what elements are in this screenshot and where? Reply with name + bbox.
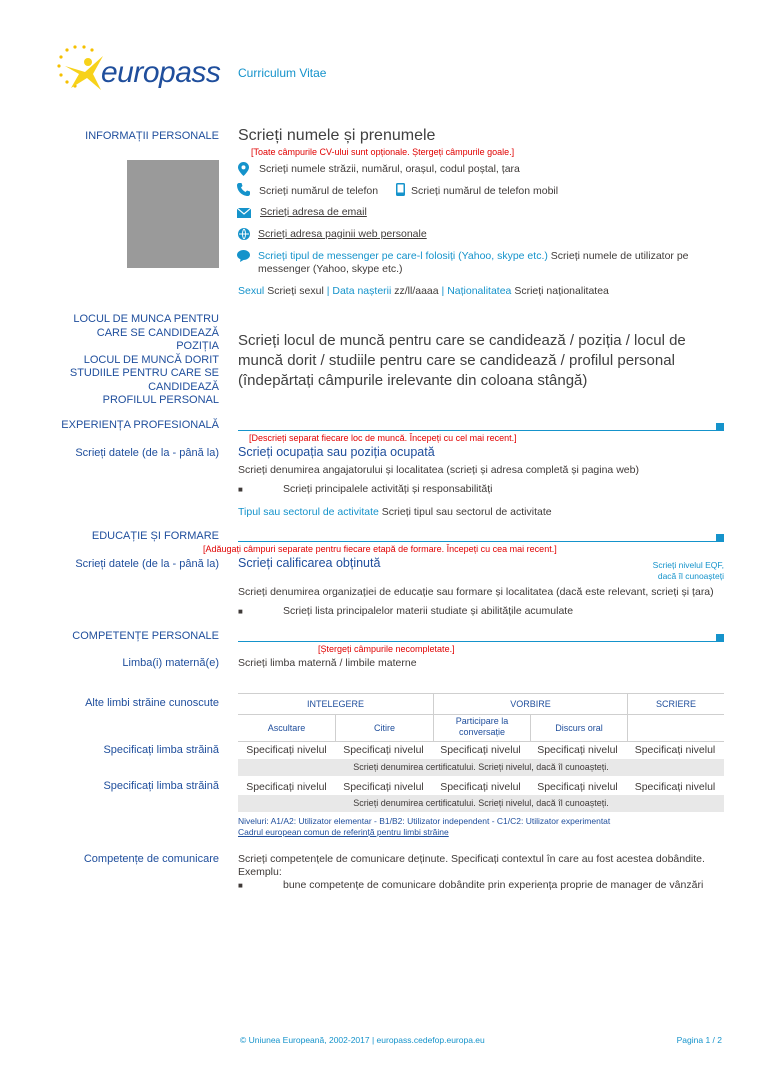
level-cell[interactable]: Specificați nivelul bbox=[246, 744, 327, 756]
document-title: Curriculum Vitae bbox=[238, 66, 327, 80]
messenger-type[interactable]: Scrieți tipul de messenger pe care-l folosiți (Yahoo, skype etc.) bbox=[258, 250, 548, 262]
experience-bullet: ■ bbox=[238, 485, 243, 494]
nationality-value[interactable]: Scrieți naționalitatea bbox=[514, 285, 609, 297]
cefr-link[interactable]: Cadrul european comun de referință pentru limbi străine bbox=[238, 827, 449, 837]
separator: | bbox=[326, 285, 330, 297]
language-row-1-label[interactable]: Specificați limba străină bbox=[103, 744, 219, 756]
target-section-label bbox=[70, 313, 219, 408]
mobile-phone-icon bbox=[396, 183, 405, 196]
experience-divider-square bbox=[716, 423, 724, 431]
eqf-level-line: dacă îl cunoașteți bbox=[657, 571, 724, 581]
communication-example-label: Exemplu: bbox=[238, 866, 282, 878]
email-text[interactable]: Scrieți adresa de email bbox=[260, 206, 367, 218]
experience-occupation[interactable]: Scrieți ocupația sau poziția ocupată bbox=[238, 445, 435, 459]
target-label-line: LOCUL DE MUNCA PENTRU bbox=[73, 313, 219, 325]
education-divider-square bbox=[716, 534, 724, 542]
web-text[interactable]: Scrieți adresa paginii web personale bbox=[258, 228, 427, 240]
grid-mid-rule bbox=[238, 714, 724, 715]
education-subjects[interactable]: Scrieți lista principalelor materii studiate și abilitățile acumulate bbox=[283, 605, 574, 617]
experience-note: [Descrieți separat fiecare loc de muncă. Începeți cu cel mai recent.] bbox=[249, 433, 517, 443]
experience-section-label: EXPERIENȚA PROFESIONALĂ bbox=[61, 419, 219, 431]
birth-label: Data nașterii bbox=[332, 285, 392, 297]
personal-note: [Toate câmpurile CV-ului sunt opționale. Ștergeți câmpurile goale.] bbox=[251, 147, 515, 157]
mother-tongue-label: Limba(i) maternă(e) bbox=[122, 657, 219, 669]
level-cell[interactable]: Specificați nivelul bbox=[537, 744, 618, 756]
experience-activities[interactable]: Scrieți principalele activități și responsabilități bbox=[283, 483, 493, 495]
experience-divider bbox=[238, 430, 720, 431]
level-cell[interactable]: Specificați nivelul bbox=[634, 744, 716, 756]
location-pin-icon bbox=[238, 162, 249, 176]
birth-value[interactable]: zz/ll/aaaa bbox=[394, 285, 439, 297]
group-header-understanding: INTELEGERE bbox=[306, 699, 364, 709]
logo-text: europass bbox=[101, 56, 221, 89]
skills-divider-square bbox=[716, 634, 724, 642]
experience-sector-line bbox=[238, 506, 552, 518]
sector-value[interactable]: Scrieți tipul sau sectorul de activitate bbox=[381, 506, 552, 518]
education-organisation[interactable]: Scrieți denumirea organizației de educație sau formare și localitatea (dacă este relevant, scrieți și țara) bbox=[238, 586, 714, 598]
target-label-line: LOCUL DE MUNCĂ DORIT bbox=[83, 353, 219, 366]
target-label-line: STUDIILE PENTRU CARE SE bbox=[69, 367, 219, 379]
education-dates[interactable]: Scrieți datele (de la - până la) bbox=[75, 558, 219, 570]
mobile-text[interactable]: Scrieți numărul de telefon mobil bbox=[411, 185, 559, 197]
messenger-username-2: messenger (Yahoo, skype etc.) bbox=[258, 263, 403, 275]
level-cell[interactable]: Specificați nivelul bbox=[634, 781, 716, 793]
sector-label: Tipul sau sectorul de activitate bbox=[238, 506, 379, 518]
level-cell[interactable]: Specificați nivelul bbox=[440, 781, 521, 793]
communication-label: Competențe de comunicare bbox=[83, 853, 219, 865]
footer-page-number: Pagina 1 / 2 bbox=[676, 1035, 722, 1045]
messenger-chat-icon bbox=[237, 250, 250, 262]
target-text[interactable] bbox=[238, 331, 686, 391]
grid-sub-rule bbox=[238, 741, 724, 742]
email-icon bbox=[237, 208, 251, 218]
target-label-line: CARE SE CANDIDEAZĂ bbox=[96, 326, 219, 339]
certificate-bar[interactable]: Scrieți denumirea certificatului. Scrieți nivelul, dacă îl cunoașteți. bbox=[238, 795, 724, 812]
full-name[interactable]: Scrieți numele și prenumele bbox=[238, 127, 436, 144]
language-row-2-label[interactable]: Specificați limba străină bbox=[103, 780, 219, 792]
eqf-level-line: Scrieți nivelul EQF, bbox=[652, 560, 724, 570]
level-cell[interactable]: Specificați nivelul bbox=[537, 781, 618, 793]
target-text-line: muncă dorit / studiile pentru care se candidează / profilul personal bbox=[238, 352, 675, 369]
group-header-speaking: VORBIRE bbox=[510, 699, 551, 709]
subheader-interaction: Participare la conversație bbox=[455, 716, 509, 737]
phone-icon bbox=[237, 183, 250, 196]
skills-divider bbox=[238, 641, 720, 642]
communication-item[interactable]: bune competențe de comunicare dobândite prin experiența proprie de manager de vânzări bbox=[283, 879, 704, 891]
level-cell[interactable]: Specificați nivelul bbox=[343, 781, 424, 793]
messenger-username-1[interactable]: Scrieți numele de utilizator pe bbox=[550, 250, 689, 262]
subheader-listening: Ascultare bbox=[267, 723, 306, 733]
education-divider bbox=[238, 541, 720, 542]
education-section-label: EDUCAȚIE ȘI FORMARE bbox=[91, 530, 219, 542]
target-text-line: Scrieți locul de muncă pentru care se candidează / poziția / locul de bbox=[238, 332, 686, 349]
target-text-line: (îndepărtați câmpurile irelevante din coloana stângă) bbox=[238, 372, 588, 389]
group-header-writing: SCRIERE bbox=[655, 699, 696, 709]
subheader-production: Discurs oral bbox=[555, 723, 603, 733]
subheader-reading: Citire bbox=[373, 723, 395, 733]
europass-logo bbox=[55, 44, 225, 96]
personal-details-line bbox=[238, 285, 609, 297]
target-label-line: PROFILUL PERSONAL bbox=[102, 394, 219, 406]
level-cell[interactable]: Specificați nivelul bbox=[440, 744, 521, 756]
footer-copyright: © Uniunea Europeană, 2002-2017 | europass.cedefop.europa.eu bbox=[240, 1035, 485, 1045]
target-label-line: CANDIDEAZĂ bbox=[148, 380, 219, 393]
skills-section-label: COMPETENȚE PERSONALE bbox=[72, 630, 219, 642]
levels-note: Niveluri: A1/A2: Utilizator elementar - B1/B2: Utilizator independent - C1/C2: Utilizator experimentat bbox=[238, 816, 611, 826]
phone-text[interactable]: Scrieți numărul de telefon bbox=[259, 185, 379, 197]
personal-section-label: INFORMAȚII PERSONALE bbox=[85, 130, 219, 142]
web-globe-icon bbox=[238, 228, 250, 240]
mother-tongue-value[interactable]: Scrieți limba maternă / limbile materne bbox=[238, 657, 417, 669]
level-cell[interactable]: Specificați nivelul bbox=[246, 781, 327, 793]
sex-value[interactable]: Scrieți sexul bbox=[267, 285, 324, 297]
experience-dates[interactable]: Scrieți datele (de la - până la) bbox=[75, 447, 219, 459]
messenger-line-1 bbox=[258, 250, 689, 262]
communication-text[interactable]: Scrieți competențele de comunicare deținute. Specificați contextul în care au fost acestea dobândite. bbox=[238, 853, 705, 865]
eqf-level[interactable] bbox=[653, 560, 724, 582]
experience-employer[interactable]: Scrieți denumirea angajatorului și localitatea (scrieți și adresa completă și pagina web) bbox=[238, 464, 639, 476]
communication-bullet: ■ bbox=[238, 881, 243, 890]
skills-note: [Ștergeți câmpurile necompletate.] bbox=[318, 644, 455, 654]
level-cell[interactable]: Specificați nivelul bbox=[343, 744, 424, 756]
nationality-label: Naționalitatea bbox=[447, 285, 512, 297]
target-label-line: POZIȚIA bbox=[176, 340, 219, 352]
education-qualification[interactable]: Scrieți calificarea obținută bbox=[238, 556, 381, 570]
other-languages-label: Alte limbi străine cunoscute bbox=[85, 697, 219, 709]
grid-top-rule bbox=[238, 693, 724, 694]
certificate-bar[interactable]: Scrieți denumirea certificatului. Scrieți nivelul, dacă îl cunoașteți. bbox=[238, 759, 724, 776]
photo-placeholder bbox=[127, 160, 219, 268]
education-note: [Adăugați câmpuri separate pentru fiecare etapă de formare. Începeți cu cea mai recent.] bbox=[203, 544, 557, 554]
sex-label: Sexul bbox=[238, 285, 265, 297]
address-text[interactable]: Scrieți numele străzii, numărul, orașul, codul poștal, țara bbox=[259, 163, 520, 175]
education-bullet: ■ bbox=[238, 607, 243, 616]
separator: | bbox=[441, 285, 445, 297]
